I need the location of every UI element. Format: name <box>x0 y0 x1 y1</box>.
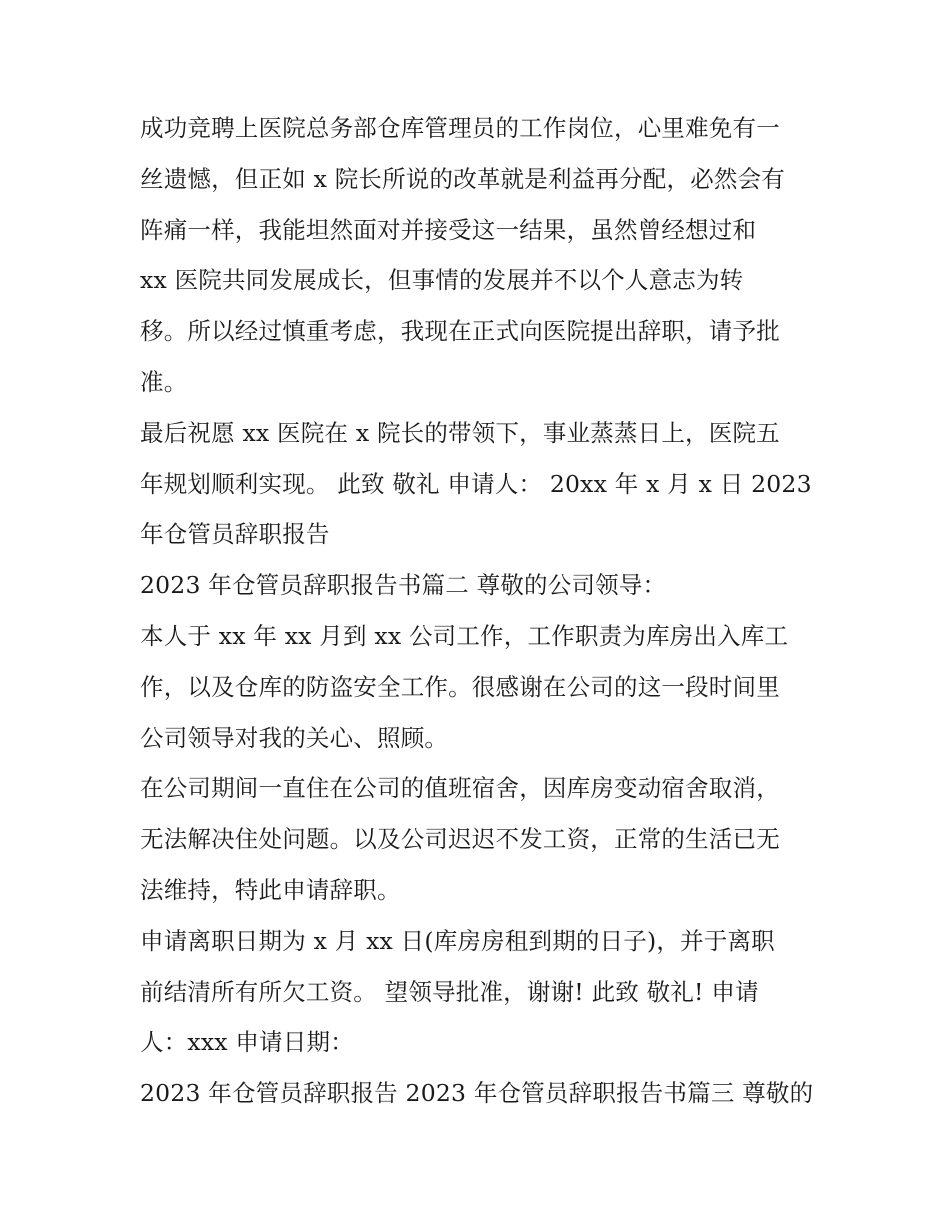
text-line: 前结清所有所欠工资。 望领导批准，谢谢! 此致 敬礼! 申请 <box>140 977 759 1006</box>
section-heading-line: 2023 年仓管员辞职报告 2023 年仓管员辞职报告书篇三 尊敬的 <box>140 1079 814 1108</box>
text-line: 阵痛一样，我能坦然面对并接受这一结果，虽然曾经想过和 <box>140 215 757 244</box>
text-line: 成功竞聘上医院总务部仓库管理员的工作岗位，心里难免有一 <box>140 114 780 142</box>
text-line: 本人于 xx 年 xx 月到 xx 公司工作，工作职责为库房出入库工 <box>140 621 789 650</box>
section-heading-line: 2023 年仓管员辞职报告书篇二 尊敬的公司领导： <box>140 571 667 600</box>
text-line: 移。所以经过慎重考虑，我现在正式向医院提出辞职，请予批 <box>140 317 780 346</box>
text-line: 年规划顺利实现。 此致 敬礼 申请人： 20xx 年 x 月 x 日 2023 <box>140 469 812 498</box>
text-line: 人：xxx 申请日期： <box>140 1028 354 1057</box>
text-line: 无法解决住处问题。以及公司迟迟不发工资，正常的生活已无 <box>140 825 780 854</box>
text-line: xx 医院共同发展成长，但事情的发展并不以个人意志为转 <box>140 266 744 295</box>
text-line: 法维持，特此申请辞职。 <box>140 875 401 904</box>
text-line: 公司领导对我的关心、照顾。 <box>140 723 449 752</box>
document-body <box>140 103 820 1119</box>
text-line: 申请离职日期为 x 月 xx 日(库房房租到期的日子)，并于离职 <box>140 926 775 955</box>
text-line: 最后祝愿 xx 医院在 x 院长的带领下，事业蒸蒸日上，医院五 <box>140 418 780 447</box>
text-line: 准。 <box>140 367 188 396</box>
text-line: 年仓管员辞职报告 <box>140 520 330 549</box>
text-line: 作，以及仓库的防盗安全工作。很感谢在公司的这一段时间里 <box>140 672 780 701</box>
text-line: 丝遗憾，但正如 x 院长所说的改革就是利益再分配，必然会有 <box>140 164 785 193</box>
text-line: 在公司期间一直住在公司的值班宿舍，因库房变动宿舍取消， <box>140 774 780 803</box>
